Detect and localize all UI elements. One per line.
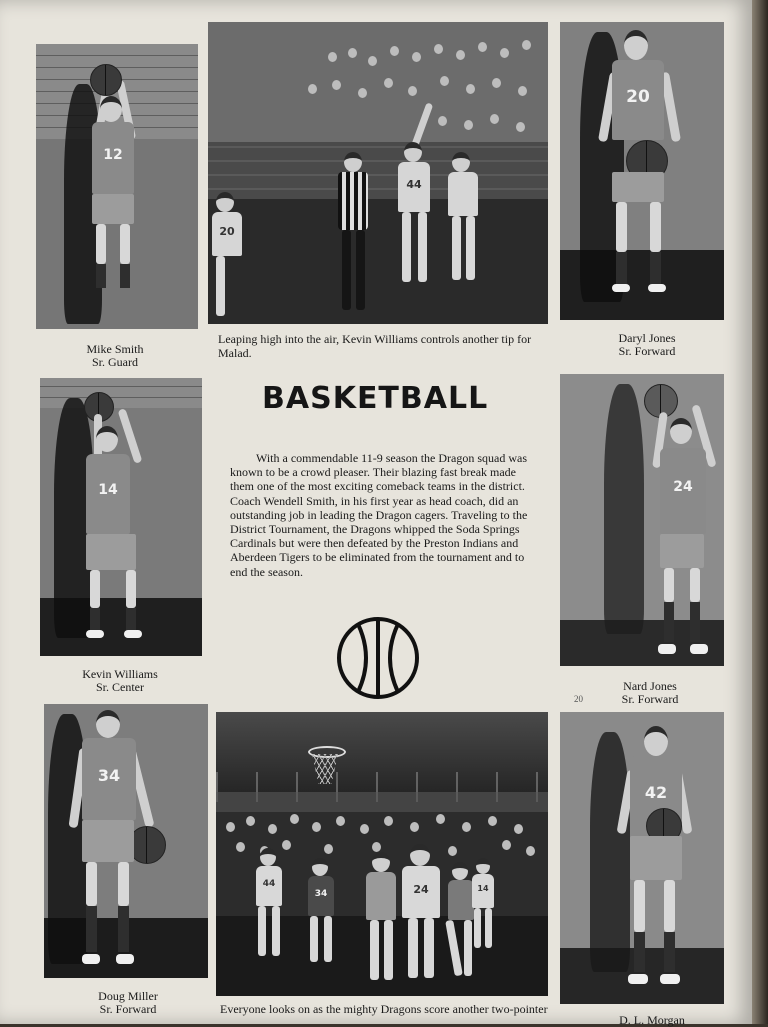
basketball-icon xyxy=(90,64,122,96)
jersey-number: 42 xyxy=(630,756,682,836)
caption-nard-jones xyxy=(592,680,708,706)
caption-doug-miller xyxy=(70,990,186,1016)
player-name: Daryl Jones xyxy=(618,331,676,345)
player-position: Sr. Guard xyxy=(92,355,138,369)
photo-doug-miller xyxy=(44,704,208,978)
photo-mike-smith xyxy=(36,44,198,329)
player-position: Sr. Forward xyxy=(99,1002,157,1016)
photo-dl-morgan xyxy=(560,712,724,1004)
player-position: Sr. Forward xyxy=(618,344,676,358)
player-name: Nard Jones xyxy=(623,679,677,693)
caption-dl-morgan xyxy=(592,1014,712,1027)
jersey-number: 24 xyxy=(660,448,706,534)
jersey-number: 20 xyxy=(212,212,242,256)
player-position: Sr. Center xyxy=(96,680,144,694)
player-position: Sr. Forward xyxy=(621,692,679,706)
photo-nard-jones xyxy=(560,374,724,666)
jersey-number: 34 xyxy=(82,738,136,820)
photo-tipoff-action xyxy=(208,22,548,324)
caption-tipoff: Leaping high into the air, Kevin Williams controls another tip for Malad. xyxy=(218,332,532,360)
jersey-number: 44 xyxy=(256,866,282,906)
caption-mike-smith xyxy=(60,343,170,369)
jersey-number: 24 xyxy=(402,866,440,918)
jersey-number: 12 xyxy=(92,122,134,194)
jersey-number: 20 xyxy=(612,60,664,140)
page-edge xyxy=(752,0,768,1024)
basketball-logo-icon xyxy=(336,616,420,700)
photo-game-action xyxy=(216,712,548,996)
caption-daryl-jones xyxy=(592,332,702,358)
page-title: BASKETBALL xyxy=(262,381,489,416)
player-name: D. L. Morgan xyxy=(619,1013,685,1027)
photo-kevin-williams xyxy=(40,378,202,656)
player-name: Doug Miller xyxy=(98,989,158,1003)
player-name: Kevin Williams xyxy=(82,667,158,681)
stray-mark: 20 xyxy=(574,694,583,704)
photo-daryl-jones xyxy=(560,22,724,320)
intro-paragraph: With a commendable 11-9 season the Dragon squad was known to be a crowd pleaser. Their blazing fast break made them one of the most exciting comeback teams in the district. Coach Wendell Smith, in his first year as head coach, did an outstanding job in leading the Dragon cagers. Traveling to the District Tournament, the Dragons whipped the Soda Springs Cardinals but were then defeated by the Preston Indians and Aberdeen Tigers to be eliminated from the tournament and to end the season. xyxy=(230,451,528,579)
jersey-number: 14 xyxy=(472,874,494,908)
caption-two-pointer: Everyone looks on as the mighty Dragons score another two-pointer xyxy=(220,1002,548,1016)
jersey-number: 44 xyxy=(398,162,430,212)
jersey-number: 14 xyxy=(86,454,130,534)
player-name: Mike Smith xyxy=(86,342,144,356)
jersey-number: 34 xyxy=(308,876,334,916)
caption-kevin-williams xyxy=(62,668,178,694)
